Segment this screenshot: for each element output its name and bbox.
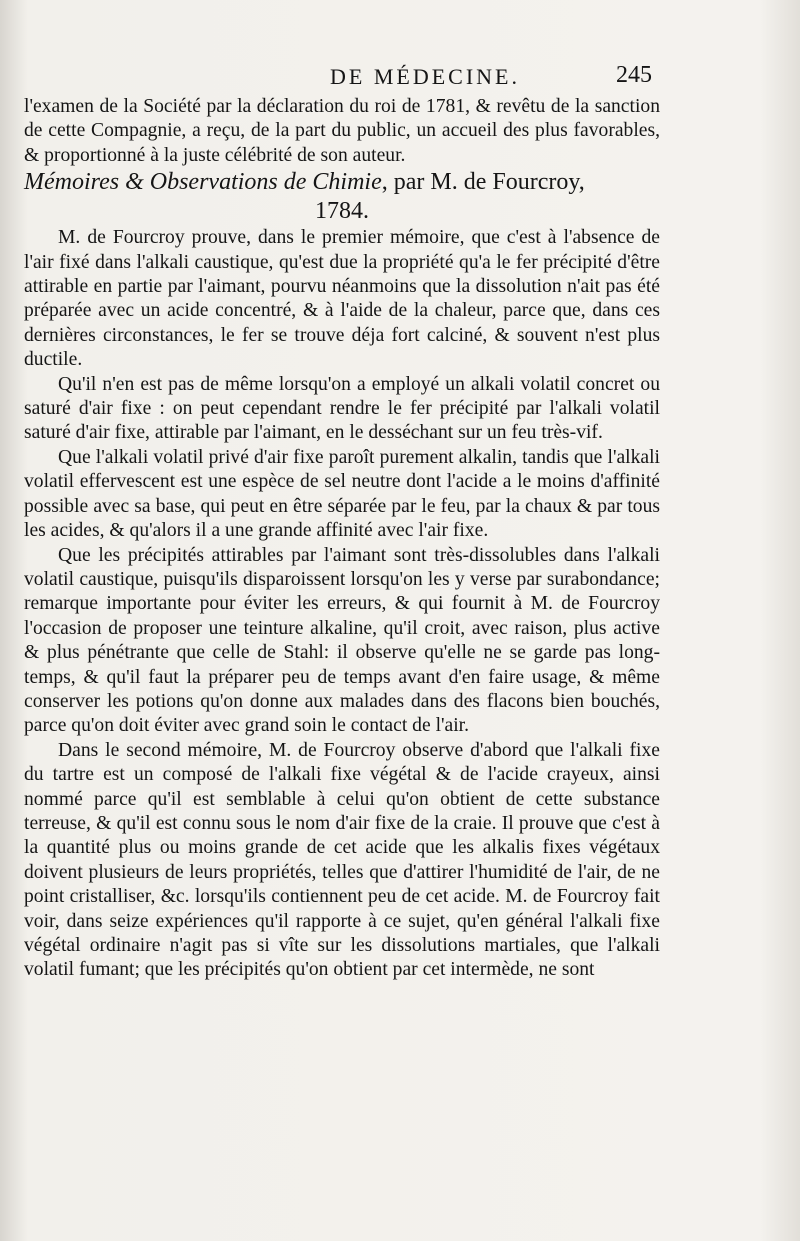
heading-title: Mémoires & Observations de Chimie (24, 169, 382, 196)
section-heading (24, 168, 660, 196)
heading-author: , par M. de Fourcroy, (381, 169, 585, 196)
page-body (24, 95, 660, 983)
paragraph: Que les précipités attirables par l'aimant sont très-dissolubles dans l'alkali volatil caustique, puisqu'ils disparoissent lorsqu'on les y verse par surabondance; remarque importante pour éviter les erreurs, & qui fournit à M. de Fourcroy l'occasion de proposer une teinture alkaline, qu'il croit, avec raison, plus active & plus pénétrante que celle de Stahl: il observe qu'elle ne se garde pas long-temps, & qu'il faut la préparer peu de temps avant d'en faire usage, & même conserver les potions qu'on donne aux malades dans des flacons bien bouchés, parce qu'on doit éviter avec grand soin le contact de l'air. (24, 544, 660, 737)
paragraph: Que l'alkali volatil privé d'air fixe paroît purement alkalin, tandis que l'alkali volatil effervescent est une espèce de sel neutre dont l'acide a le moins d'affinité possible avec sa base, qui peut en être séparée par le feu, par la chaux & par tous les acides, & qu'alors il a une grande affinité avec l'air fixe. (24, 446, 660, 542)
heading-year: 1784. (315, 198, 369, 225)
paragraph-continued: l'examen de la Société par la déclaration du roi de 1781, & revêtu de la sanction de cette Compagnie, a reçu, de la part du public, un accueil des plus favorables, & proportionné à la juste célébrité de son auteur. (24, 96, 660, 166)
page-number: 245 (616, 62, 652, 88)
paragraph: M. de Fourcroy prouve, dans le premier mémoire, que c'est à l'absence de l'air fixé dans l'alkali caustique, qu'est due la propriété qu'a le fer précipité d'être attirable en partie par l'aimant, pourvu néanmoins que la dissolution n'ait pas été préparée avec un acide concentré, & à l'aide de la chaleur, parce que, dans ces dernières circonstances, le fer se trouve déja fort calciné, & souvent n'est plus ductile. (24, 227, 660, 371)
running-title: DE MÉDECINE. (330, 64, 520, 89)
paragraph: Qu'il n'en est pas de même lorsqu'on a employé un alkali volatil concret ou saturé d'air fixe : on peut cependant rendre le fer précipité par l'alkali volatil saturé d'air fixe, attirable par l'aimant, en le desséchant sur un feu très-vif. (24, 373, 660, 444)
paragraph: Dans le second mémoire, M. de Fourcroy observe d'abord que l'alkali fixe du tartre est un composé de l'alkali fixe végétal & de l'acide crayeux, ainsi nommé parce qu'il est semblable à celui qu'on obtient de cette substance terreuse, & qu'il est connu sous le nom d'air fixe de la craie. Il prouve que c'est à la quantité plus ou moins grande de cet acide que les alkalis fixes végétaux doivent plusieurs de leurs propriétés, telles que d'attirer l'humidité de l'air, de ne point cristalliser, &c. lorsqu'ils contiennent peu de cet acide. M. de Fourcroy fait voir, dans seize expériences qu'il rapporte à ce sujet, qu'en général l'alkali fixe végétal ordinaire n'agit pas si vîte sur les dissolutions martiales, que l'alkali volatil fumant; que les précipités qu'on obtient par cet intermède, ne sont (24, 739, 660, 981)
